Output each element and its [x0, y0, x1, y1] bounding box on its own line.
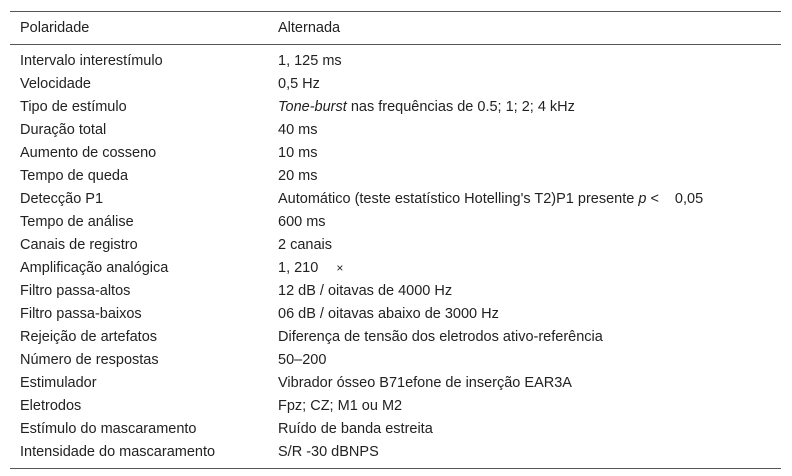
table-row	[10, 256, 781, 279]
header-cell-polaridade: Polaridade	[20, 20, 90, 36]
row-value: Ruído de banda estreita	[278, 420, 433, 437]
table-row	[10, 417, 781, 440]
row-label: Tipo de estímulo	[20, 98, 127, 115]
row-value: 600 ms	[278, 213, 326, 230]
table-row	[10, 279, 781, 302]
table-row	[10, 141, 781, 164]
table-header-row	[10, 12, 781, 44]
row-label: Estimulador	[20, 374, 97, 391]
row-label: Filtro passa-altos	[20, 282, 131, 299]
row-value	[268, 260, 781, 276]
row-label: Eletrodos	[20, 397, 82, 414]
table-row	[10, 164, 781, 187]
row-value	[268, 99, 781, 115]
row-value: 06 dB / oitavas abaixo de 3000 Hz	[278, 305, 499, 322]
row-label: Intervalo interestímulo	[20, 52, 163, 69]
row-value: 40 ms	[278, 121, 318, 138]
row-label: Canais de registro	[20, 236, 138, 253]
row-label: Detecção P1	[20, 190, 104, 207]
table-row	[10, 187, 781, 210]
row-value: 20 ms	[278, 167, 318, 184]
row-label: Número de respostas	[20, 351, 159, 368]
row-value-main: 1, 210	[278, 259, 319, 276]
row-value: 0,5 Hz	[278, 75, 320, 92]
table-row	[10, 210, 781, 233]
table-body	[10, 45, 781, 468]
row-value: Vibrador ósseo B71efone de inserção EAR3A	[278, 374, 572, 391]
row-value: 12 dB / oitavas de 4000 Hz	[278, 282, 453, 299]
row-label: Tempo de análise	[20, 213, 134, 230]
row-value: Diferença de tensão dos eletrodos ativo-referência	[278, 328, 603, 345]
row-label: Estímulo do mascaramento	[20, 420, 197, 437]
row-value: 1, 125 ms	[278, 52, 342, 69]
table-row	[10, 233, 781, 256]
row-label: Intensidade do mascaramento	[20, 443, 216, 460]
row-value: 10 ms	[278, 144, 318, 161]
row-value: 2 canais	[278, 236, 333, 253]
row-value-italic: Tone-burst	[278, 98, 347, 115]
table-row	[10, 348, 781, 371]
table-row	[10, 440, 781, 463]
row-label: Duração total	[20, 121, 107, 138]
table-row	[10, 394, 781, 417]
table-row	[10, 49, 781, 72]
row-label: Rejeição de artefatos	[20, 328, 158, 345]
row-value-pre: Automático (teste estatístico Hotelling's T2)P1 presente	[278, 190, 639, 207]
times-symbol: ×	[336, 260, 344, 275]
table-row	[10, 325, 781, 348]
row-label: Velocidade	[20, 75, 91, 92]
row-value	[268, 191, 781, 207]
row-label: Tempo de queda	[20, 167, 129, 184]
row-value-number: 0,05	[674, 190, 704, 207]
table-bottom-rule	[10, 468, 781, 469]
row-label: Aumento de cosseno	[20, 144, 157, 161]
table-row	[10, 371, 781, 394]
row-label: Amplificação analógica	[20, 259, 169, 276]
parameters-table	[10, 11, 781, 469]
row-value: 50–200	[278, 351, 327, 368]
row-value-operator: <	[646, 190, 659, 207]
row-value-italic: p	[638, 190, 647, 207]
row-value: S/R -30 dBNPS	[278, 443, 379, 460]
table-row	[10, 72, 781, 95]
row-value-rest: nas frequências de 0.5; 1; 2; 4 kHz	[346, 98, 575, 115]
table-row	[10, 118, 781, 141]
table-row	[10, 302, 781, 325]
header-cell-alternada: Alternada	[278, 20, 341, 36]
table-row	[10, 95, 781, 118]
row-value: Fpz; CZ; M1 ou M2	[278, 397, 403, 414]
row-label: Filtro passa-baixos	[20, 305, 142, 322]
